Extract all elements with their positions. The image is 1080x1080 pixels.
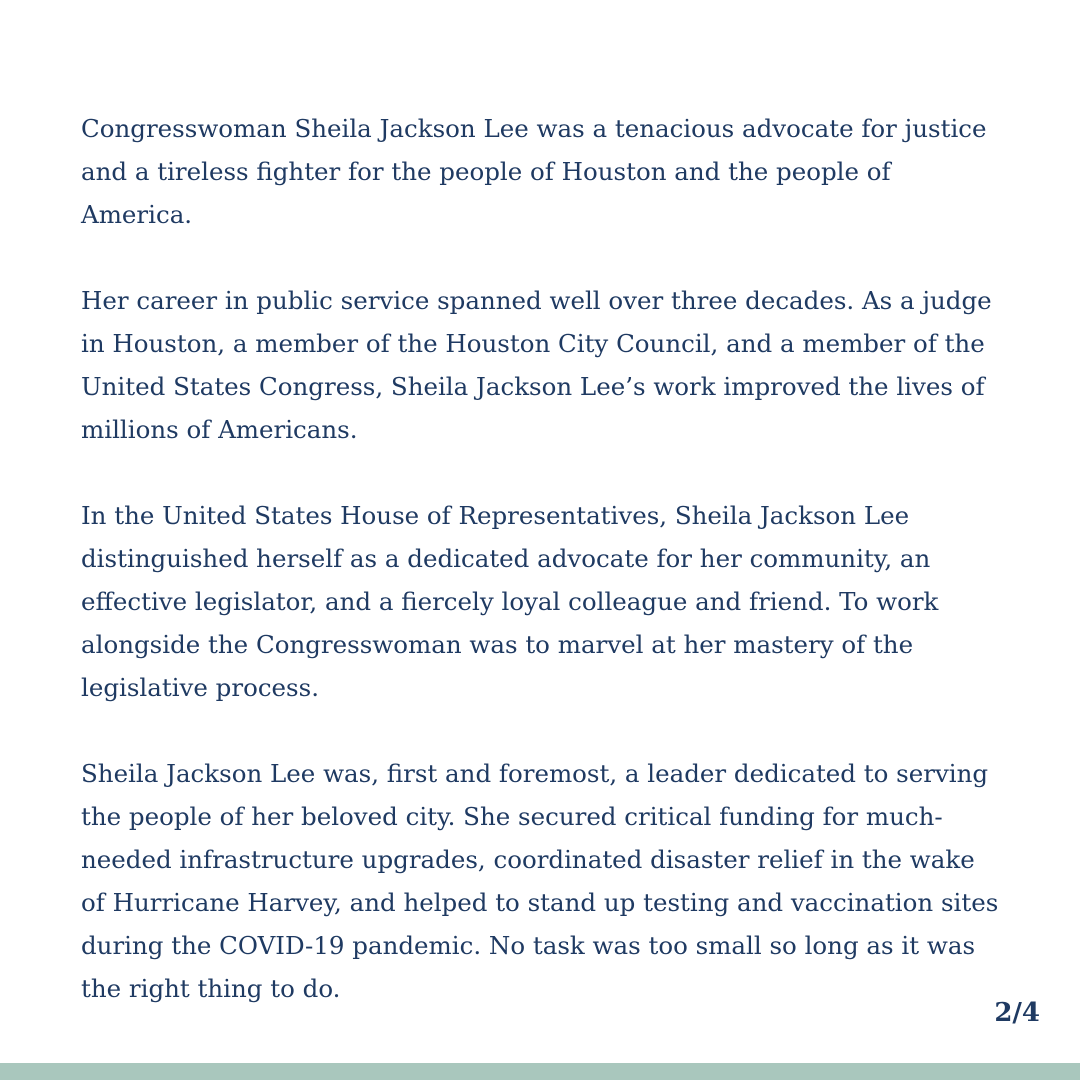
paragraph-intro: Congresswoman Sheila Jackson Lee was a tenacious advocate for justice and a tireless fighter for the people of Houston and the people of America. bbox=[81, 114, 987, 229]
statement-body bbox=[81, 107, 1001, 1053]
paragraph-house: In the United States House of Representatives, Sheila Jackson Lee distinguished herself as a dedicated advocate for her community, an effective legislator, and a fiercely loyal colleague and friend. To work alongside the Congresswoman was to marvel at her mastery of the legislative process. bbox=[81, 501, 939, 702]
page-number: 2/4 bbox=[994, 998, 1040, 1028]
footer-bar bbox=[0, 1063, 1080, 1080]
paragraph-career: Her career in public service spanned well over three decades. As a judge in Houston, a member of the Houston City Council, and a member of the United States Congress, Sheila Jackson Lee’s work improved the lives of millions of Americans. bbox=[81, 286, 992, 444]
paragraph-leader: Sheila Jackson Lee was, first and foremost, a leader dedicated to serving the people of her beloved city. She secured critical funding for much- needed infrastructure upgrades, coordinated disaster relief in the wake of Hurricane Harvey, and helped to stand up testing and vaccination sites during the COVID-19 pandemic. No task was too small so long as it was the right thing to do. bbox=[81, 759, 999, 1003]
